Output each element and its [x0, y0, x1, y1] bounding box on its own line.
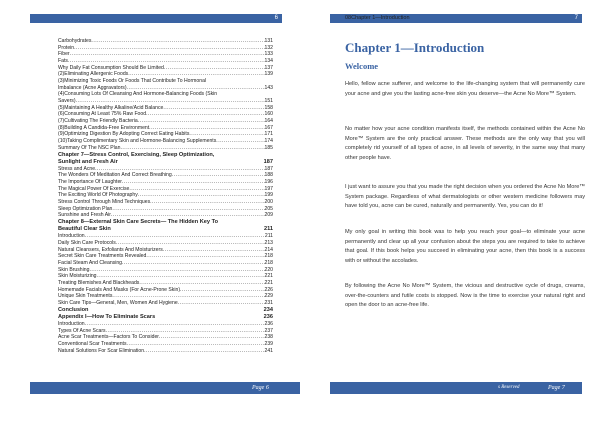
toc-chapter-title: Appendix I—How To Eliminate Scars [58, 314, 156, 321]
toc-entry-title: Treating Blemishes And Blackheads [58, 280, 140, 286]
table-of-contents [58, 38, 273, 354]
toc-entry-title: Facial Steam And Cleansing [58, 260, 122, 267]
toc-entry[interactable] [58, 186, 273, 193]
toc-entry-title: Homemade Facials And Masks (For Acne-Prone Skin) [58, 286, 181, 293]
toc-page-number: 211 [263, 226, 273, 233]
toc-entry[interactable] [58, 293, 273, 300]
toc-entry-title: Skin Moisturizing [58, 273, 97, 280]
toc-chapter-title: Chapter 8—External Skin Care Secrets— The Hidden Key To [58, 219, 218, 226]
toc-page-number: 167 [264, 124, 273, 131]
toc-page-number: 200 [264, 198, 273, 205]
toc-entry[interactable] [58, 199, 273, 206]
toc-leader-dots [163, 247, 265, 254]
toc-entry[interactable] [58, 45, 273, 52]
toc-page-number: 213 [264, 240, 273, 247]
toc-leader-dots [95, 166, 264, 173]
toc-chapter-title: Sunlight and Fresh Air [58, 158, 118, 165]
toc-page-number: 158 [264, 104, 273, 111]
toc-entry[interactable] [58, 118, 273, 125]
toc-leader-dots [216, 138, 264, 145]
toc-chapter-title: Conclusion [58, 307, 89, 314]
toc-entry[interactable] [58, 192, 273, 199]
toc-leader-dots [144, 348, 264, 355]
toc-entry[interactable] [58, 233, 273, 240]
toc-chapter-heading [58, 219, 273, 226]
toc-entry[interactable] [58, 247, 273, 254]
toc-entry-title: Acne Scar Treatments—Factors To Consider [58, 334, 159, 341]
toc-entry[interactable] [58, 51, 273, 58]
toc-entry[interactable] [58, 334, 273, 341]
toc-entry-title: Imbalance (Acne Aggravators) [58, 84, 127, 91]
toc-page-number: 237 [264, 327, 273, 334]
toc-entry[interactable] [58, 328, 273, 335]
footer-reserved-text: s Reserved [498, 385, 520, 390]
right-footer-page-label: Page 7 [548, 385, 565, 391]
toc-leader-dots [89, 267, 264, 274]
toc-entry-title: The Exciting World Of Photography [58, 192, 138, 199]
toc-page-number: 131 [264, 38, 273, 44]
toc-entry[interactable] [58, 300, 273, 307]
toc-entry-title: Protein [58, 44, 75, 51]
toc-entry[interactable] [58, 71, 273, 78]
paragraph: My only goal in writing this book was to help you reach your goal—to eliminate your acne permanently and clear up all your confusion about the steps you are required to take to achieve that goal. If this book helps you succeed in eliminating your acne, then this book is a success with or without the accolades. [345, 229, 585, 264]
toc-entry[interactable] [58, 58, 273, 65]
toc-page-number: 185 [264, 144, 273, 151]
toc-page-number: 231 [264, 299, 273, 306]
toc-page-number: 188 [264, 172, 273, 179]
toc-entry[interactable] [58, 280, 273, 287]
toc-leader-dots [128, 71, 264, 78]
toc-page-number: 160 [264, 111, 273, 118]
toc-page-number: 187 [264, 165, 273, 172]
toc-entry-title: (2)Eliminating Allergenic Foods [58, 71, 129, 78]
left-footer-page-label: Page 6 [252, 385, 269, 391]
toc-entry-text: (3)Minimizing Toxic Foods Or Foods That Contribute To Hormonal [58, 77, 207, 84]
right-footer-bar [330, 382, 582, 394]
toc-entry-title: The Magical Power Of Exercise [58, 185, 130, 192]
toc-page-number: 187 [263, 158, 273, 165]
toc-leader-dots [106, 328, 265, 335]
toc-entry[interactable] [58, 273, 273, 280]
toc-leader-dots [149, 125, 264, 132]
toc-entry[interactable] [58, 166, 273, 173]
toc-entry[interactable] [58, 98, 273, 105]
toc-entry[interactable] [58, 348, 273, 355]
toc-leader-dots [85, 233, 265, 240]
paragraph: I just want to assure you that you made the right decision when you ordered the Acne No More™ System package. Regardless of what dermatologists or other western medicine followers may have told you, acne can be cured, naturally and permanently. Yes, you can do it! [345, 184, 585, 210]
toc-page-number: 133 [264, 51, 273, 58]
toc-entry-title: Conventional Scar Treatments [58, 341, 127, 348]
toc-entry[interactable] [58, 206, 273, 213]
toc-leader-dots [116, 240, 265, 247]
toc-entry[interactable] [58, 85, 273, 92]
toc-page-number: 221 [264, 273, 273, 280]
toc-page-number: 214 [264, 246, 273, 253]
toc-entry-title: Natural Cleansers, Exfoliants And Moisturizers [58, 246, 163, 253]
toc-leader-dots [127, 341, 265, 348]
toc-leader-dots [74, 45, 264, 52]
toc-page-number: 171 [264, 131, 273, 138]
toc-leader-dots [127, 85, 265, 92]
toc-leader-dots [150, 199, 264, 206]
toc-page-number: 211 [264, 233, 273, 240]
toc-entry[interactable] [58, 179, 273, 186]
toc-leader-dots [180, 287, 264, 294]
toc-chapter-heading [58, 314, 273, 321]
toc-entry[interactable] [58, 105, 273, 112]
toc-leader-dots [111, 212, 265, 219]
toc-leader-dots [159, 334, 265, 341]
toc-entry-title: Natural Solutions For Scar Elimination [58, 347, 145, 354]
toc-leader-dots [139, 280, 264, 287]
toc-entry-title: Secret Skin Care Treatments Revealed [58, 253, 147, 260]
toc-page-number: 218 [264, 260, 273, 267]
toc-chapter-title: Chapter 7—Stress Control, Exercising, Sleep Optimization, [58, 151, 215, 158]
toc-entry-title: Daily Skin Care Protocols [58, 240, 116, 247]
toc-entry[interactable] [58, 212, 273, 219]
toc-leader-dots [76, 98, 265, 105]
toc-page-number: 134 [264, 57, 273, 64]
toc-chapter-title: Beautiful Clear Skin [58, 226, 111, 233]
toc-entry[interactable] [58, 321, 273, 328]
toc-page-number: 220 [264, 266, 273, 273]
toc-chapter-heading [58, 159, 273, 166]
toc-page-number: 238 [264, 334, 273, 341]
toc-leader-dots [163, 105, 264, 112]
toc-leader-dots [120, 145, 264, 152]
toc-leader-dots [138, 192, 265, 199]
running-head: 08Chapter 1—Introduction [345, 15, 410, 21]
toc-page-number: 234 [263, 307, 273, 314]
toc-entry-title: Skin Brushing [58, 266, 90, 273]
toc-leader-dots [122, 179, 265, 186]
toc-page-number: 196 [264, 178, 273, 185]
toc-page-number: 197 [264, 185, 273, 192]
toc-entry[interactable] [58, 287, 273, 294]
left-footer-bar [30, 382, 300, 394]
toc-leader-dots [70, 51, 265, 58]
toc-entry[interactable] [58, 267, 273, 274]
toc-entry-title: Sleep Optimization Plan [58, 205, 113, 212]
toc-leader-dots [146, 253, 264, 260]
toc-page-number: 199 [264, 192, 273, 199]
toc-entry-title: Why Daily Fat Consumption Should Be Limited [58, 64, 164, 71]
toc-entry-title: Fiber [58, 51, 70, 58]
toc-leader-dots [189, 131, 264, 138]
toc-entry-title: Stress Control Through Mind Techniques [58, 198, 151, 205]
toc-entry[interactable] [58, 253, 273, 260]
toc-leader-dots [129, 186, 264, 193]
toc-leader-dots [138, 118, 265, 125]
toc-entry-title: Carbohydrates [58, 38, 92, 44]
toc-entry[interactable] [58, 260, 273, 267]
right-header-page-number: 7 [574, 15, 578, 21]
toc-entry-title: Introduction [58, 321, 85, 328]
toc-entry-title: Skin Care Tips—General, Men, Women And Hygiene [58, 299, 178, 306]
toc-leader-dots [91, 38, 264, 45]
toc-entry-title: Summary Of The NSC Plan [58, 144, 121, 151]
toc-chapter-heading [58, 152, 273, 159]
toc-entry-title: The Importance Of Laughter [58, 178, 122, 185]
toc-leader-dots [112, 293, 264, 300]
toc-chapter-heading [58, 307, 273, 314]
toc-entry[interactable] [58, 145, 273, 152]
toc-page-number: 229 [264, 293, 273, 300]
toc-entry-title: Types Of Acne Scars [58, 327, 106, 334]
toc-entry-title: (8)Building A Candida-Free Environment [58, 124, 150, 131]
toc-page-number: 164 [264, 117, 273, 124]
toc-entry[interactable] [58, 131, 273, 138]
toc-leader-dots [97, 273, 265, 280]
paragraph: By following the Acne No More™ System, the vicious and destructive cycle of drugs, creams, over-the-counters and futile costs is stopped. Now is the time to exercise your natural right and open the door to an acne-free life. [345, 283, 585, 309]
toc-entry-title: Sunshine and Fresh Air [58, 212, 111, 219]
toc-page-number: 236 [263, 314, 273, 321]
section-subheading: Welcome [345, 61, 379, 71]
toc-page-number: 209 [264, 212, 273, 219]
chapter-heading: Chapter 1—Introduction [345, 40, 485, 55]
toc-page-number: 205 [264, 205, 273, 212]
toc-leader-dots [112, 206, 264, 213]
toc-page-number: 239 [264, 341, 273, 348]
toc-entry-title: (10)Taking Complimentary Skin and Hormone-Balancing Supplements [58, 137, 217, 144]
toc-leader-dots [146, 111, 264, 118]
toc-entry-title: Stress and Acne [58, 165, 96, 172]
toc-page-number: 236 [264, 321, 273, 328]
toc-leader-dots [178, 300, 265, 307]
toc-entry-title: (9)Optimizing Digestion By Adopting Correct Eating Habits [58, 131, 190, 138]
toc-page-number: 241 [264, 347, 273, 354]
left-header-bar [30, 14, 282, 23]
toc-page-number: 226 [264, 286, 273, 293]
toc-entry-text: (4)Consuming Lots Of Cleansing And Hormone-Balancing Foods (Skin [58, 91, 218, 98]
toc-entry[interactable] [58, 125, 273, 132]
toc-entry-title: The Wonders Of Meditation And Correct Breathing [58, 172, 172, 179]
toc-leader-dots [68, 58, 265, 65]
toc-entry-title: Introduction [58, 233, 85, 240]
toc-page-number: 132 [264, 44, 273, 51]
toc-page-number: 143 [264, 84, 273, 91]
toc-entry-title: Savers) [58, 97, 76, 104]
toc-entry[interactable] [58, 111, 273, 118]
toc-leader-dots [122, 260, 265, 267]
paragraph: Hello, fellow acne sufferer, and welcome to the life-changing system that will permanently cure your acne and give you the lasting acne-free skin you deserve—the Acne No More™ System. [345, 81, 585, 97]
toc-entry[interactable] [58, 341, 273, 348]
toc-chapter-heading [58, 226, 273, 233]
toc-entry[interactable] [58, 65, 273, 72]
toc-page-number: 218 [264, 253, 273, 260]
toc-entry-title: (7)Cultivating The Friendly Bacteria [58, 117, 138, 124]
toc-page-number: 139 [264, 71, 273, 78]
toc-page-number: 137 [264, 64, 273, 71]
toc-page-number: 151 [264, 97, 273, 104]
toc-entry-title: (5)Maintaining A Healthy Alkaline/Acid Balance [58, 104, 164, 111]
toc-entry[interactable] [58, 240, 273, 247]
toc-entry-title: Fats [58, 57, 68, 64]
toc-page-number: 221 [264, 280, 273, 286]
toc-entry[interactable] [58, 138, 273, 145]
toc-entry-title: (6)Consuming At Least 75% Raw Food [58, 111, 147, 118]
toc-leader-dots [172, 172, 265, 179]
toc-page-number: 174 [264, 137, 273, 144]
toc-leader-dots [164, 65, 265, 72]
toc-entry[interactable] [58, 172, 273, 179]
toc-entry-title: Unique Skin Treatments [58, 293, 113, 300]
toc-leader-dots [85, 321, 265, 328]
left-header-page-number: 6 [274, 15, 278, 21]
toc-entry[interactable] [58, 38, 273, 45]
paragraph: No matter how your acne condition manifests itself, the methods contained within the Acne No More™ System are the only practical answer. These methods are the only way that you will completely rid yourself of all types of acne, in all levels of severity, in the same way that many other people have. [345, 126, 585, 161]
